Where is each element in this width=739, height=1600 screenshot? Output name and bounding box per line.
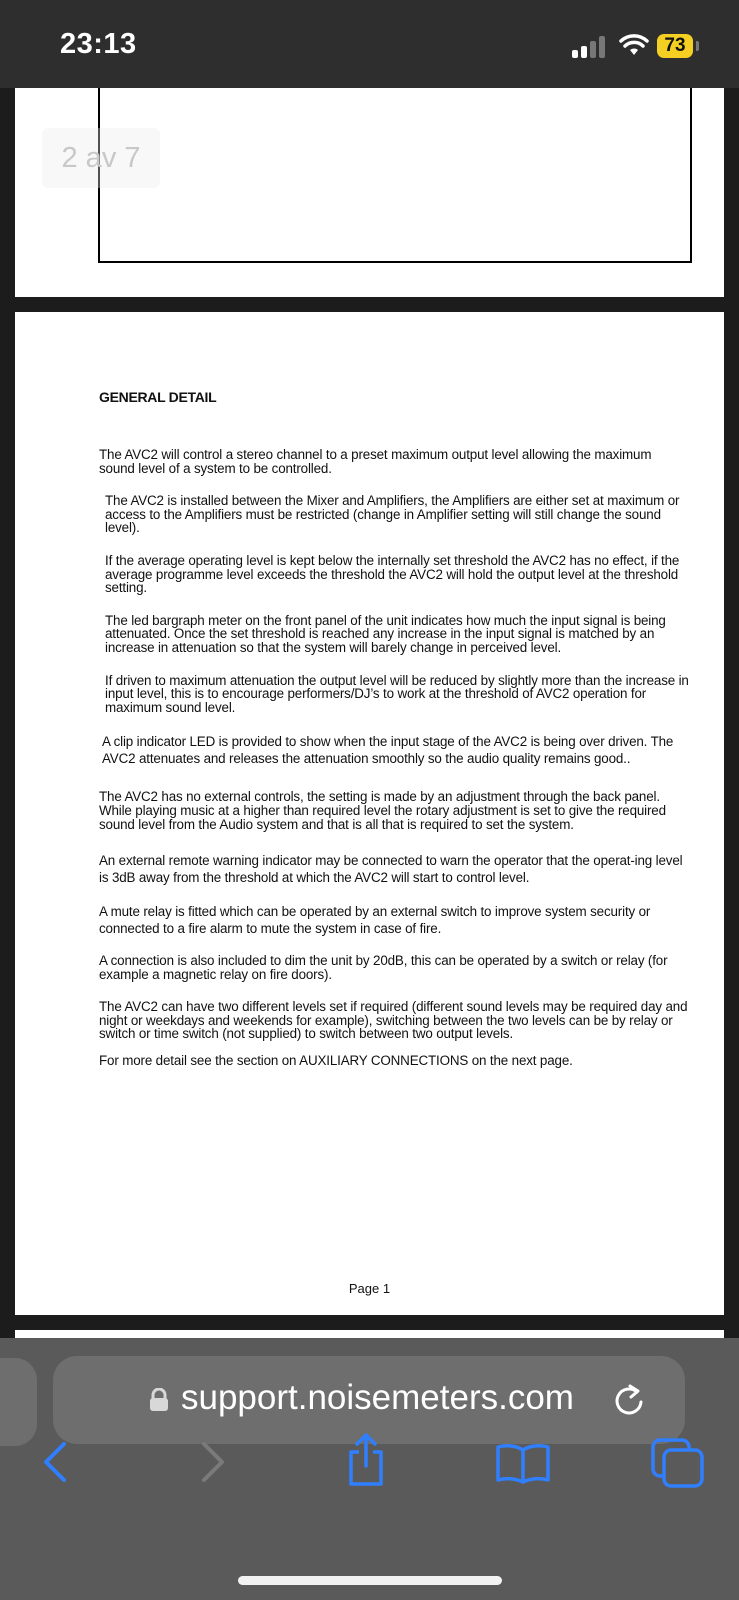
battery-indicator: 73 [657,34,693,58]
paragraph: The AVC2 has no external controls, the setting is made by an adjustment through the back panel. While playing music at a higher than required level the rotary adjustment is set to give the required sound level from the Audio system and that is all that is required to set the system. [99,789,666,832]
address-bar[interactable] [53,1356,685,1444]
lock-icon [148,1388,170,1412]
paragraph: A mute relay is fitted which can be operated by an external switch to improve system security or connected to a fire alarm to mute the system in case of fire. [99,904,651,937]
bookmarks-icon[interactable] [495,1442,551,1484]
signal-icon [572,36,606,58]
pdf-page[interactable] [15,312,724,1315]
document-heading: GENERAL DETAIL [99,389,217,405]
paragraph: The AVC2 can have two different levels set if required (different sound levels may be required day and night or weekdays and weekends for example), switching between the two levels can be by relay or switch or time switch (not supplied) to switch between two output levels. [99,999,688,1042]
paragraph: The AVC2 is installed between the Mixer and Amplifiers, the Amplifiers are either set at maximum or access to the Amplifiers must be restricted (change in Amplifier setting will still change the sound level). [105,493,680,536]
paragraph: For more detail see the section on AUXILIARY CONNECTIONS on the next page. [99,1053,573,1069]
home-indicator[interactable] [238,1576,502,1585]
browser-toolbar [0,1338,739,1600]
pdf-page-previous[interactable] [15,88,724,297]
previous-tab-pill[interactable] [0,1358,37,1446]
url-text: support.noisemeters.com [181,1378,574,1417]
paragraph: An external remote warning indicator may be connected to warn the operator that the operat-ing level is 3dB away from the threshold at which the AVC2 will start to control level. [99,853,683,886]
paragraph: If the average operating level is kept below the internally set threshold the AVC2 has no effect, if the average programme level exceeds the threshold the AVC2 will hold the output level at the threshold setting. [105,552,680,596]
paragraph: A connection is also included to dim the unit by 20dB, this can be operated by a switch or relay (for example a magnetic relay on fire doors). [99,953,668,982]
paragraph: A clip indicator LED is provided to show when the input stage of the AVC2 is being over driven. The AVC2 attenuates and releases the attenuation smoothly so the audio quality remains good.. [102,734,674,767]
reload-icon[interactable] [610,1380,648,1420]
status-time: 23:13 [60,28,137,60]
page-counter: 2 av 7 [42,128,160,188]
document-body [99,448,689,1084]
wifi-icon [619,33,649,57]
paragraph: The led bargraph meter on the front panel of the unit indicates how much the input signal is being attenuated. Once the set threshold is reached any increase in the input signal is matched by an increase in attenuation so that the system will barely change in perceived level. [105,612,666,655]
battery-tip [696,41,699,51]
forward-icon[interactable] [196,1438,230,1486]
share-icon[interactable] [345,1432,387,1488]
paragraph: If driven to maximum attenuation the output level will be reduced by slightly more than the increase in input level, this is to encourage performers/DJ’s to work at the threshold of AVC2 operation for maximum sound level. [105,672,689,715]
status-bar [0,0,739,88]
page-number: Page 1 [348,1281,391,1296]
back-icon[interactable] [38,1438,72,1486]
tabs-icon[interactable] [650,1437,706,1489]
page-frame-box [98,88,692,263]
paragraph: The AVC2 will control a stereo channel to a preset maximum output level allowing the maximum sound level of a system to be controlled. [99,447,652,476]
